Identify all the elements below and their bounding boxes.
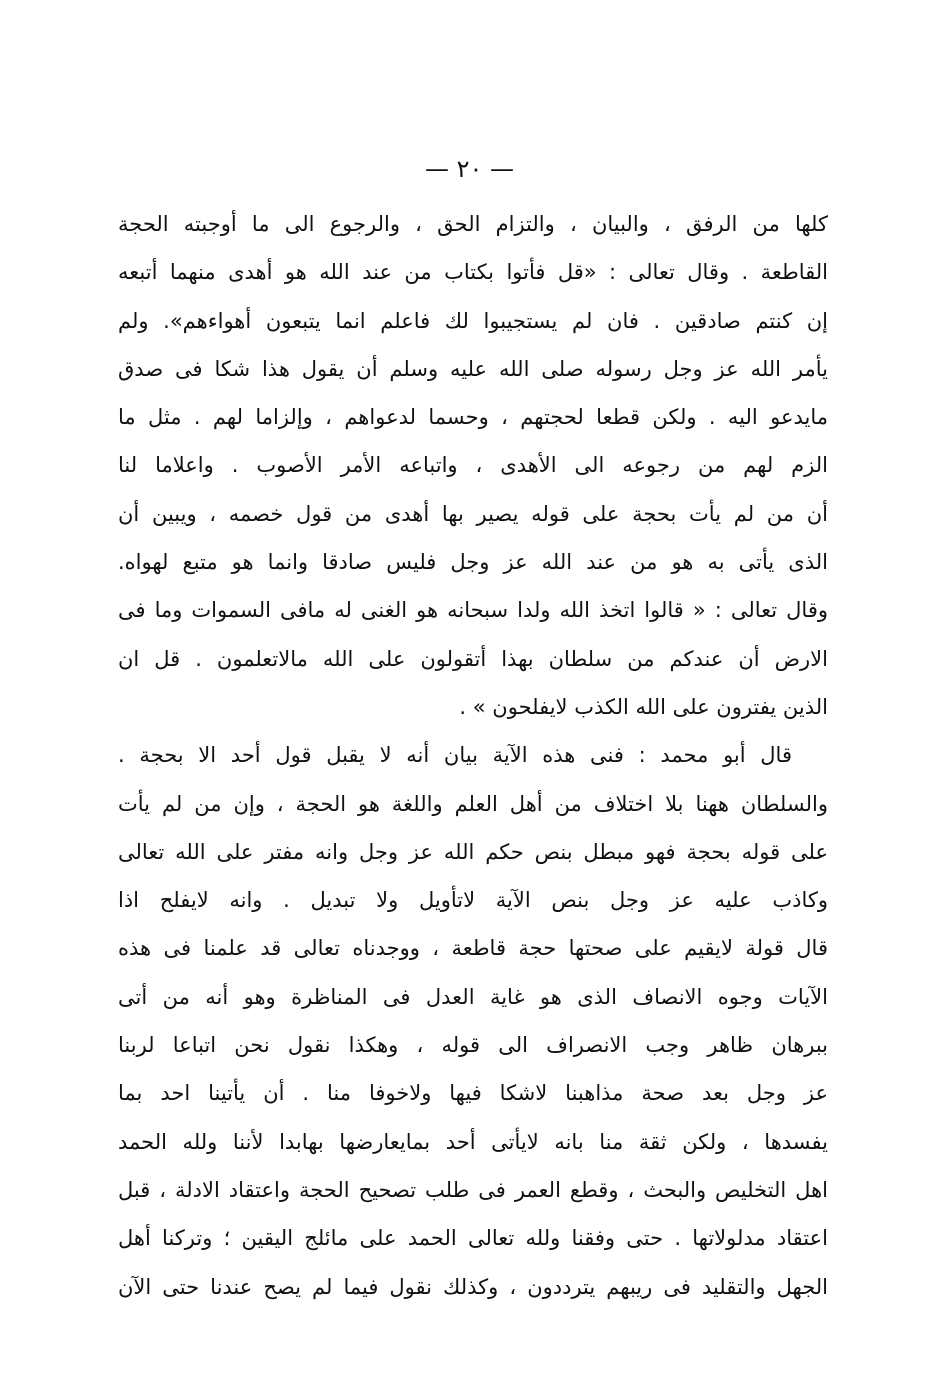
text-line: عز وجل بعد صحة مذاهبنا لاشكا فيها ولاخوفا منا . أن يأتينا احد بما [118,1081,828,1106]
body-text [118,200,828,1311]
text-line: القاطعة . وقال تعالى : «قل فأتوا بكتاب من عند الله هو أهدى منهما أتبعه [118,260,828,285]
text-line: ببرهان ظاهر وجب الانصراف الى قوله ، وهكذا نقول نحن اتباعا لربنا [118,1033,828,1058]
text-line: أن من لم يأت بحجة على قوله يصير بها أهدى من قول خصمه ، ويبين أن [118,501,828,526]
text-line: الجهل والتقليد فى ريبهم يترددون ، وكذلك نقول فيما لم يصح عندنا حتى الآن [118,1274,828,1299]
text-line: وكاذب عليه عز وجل بنص الآية لاتأويل ولا تبديل . وانه لايفلح اذا [118,888,828,913]
text-line: اهل التخليص والبحث ، وقطع العمر فى طلب تصحيح الحجة واعتقاد الادلة ، قبل [118,1177,828,1202]
text-line: يفسدها ، ولكن ثقة منا بانه لايأتى أحد بمايعارضها بهابدا لأننا ولله الحمد [118,1129,828,1154]
text-line: الارض أن عندكم من سلطان بهذا أتقولون على الله مالاتعلمون . قل ان [118,646,828,671]
text-line: الزم لهم من رجوعه الى الأهدى ، واتباعه الأمر الأصوب . واعلاما لنا [118,453,828,478]
text-line: وقال تعالى : « قالوا اتخذ الله ولدا سبحانه هو الغنى له مافى السموات وما فى [118,598,828,623]
text-line: مايدعو اليه . ولكن قطعا لحجتهم ، وحسما لدعواهم ، وإلزاما لهم . مثل ما [118,405,828,430]
text-line: على قوله بحجة فهو مبطل بنص حكم الله عز وجل وانه مفتر على الله تعالى [118,839,828,864]
text-line: الآيات وجوه الانصاف الذى هو غاية العدل فى المناظرة وهو أنه من أتى [118,984,828,1009]
page-number: — ٢٠ — [424,155,515,183]
text-line: إن كنتم صادقين . فان لم يستجيبوا لك فاعلم انما يتبعون أهواءهم». ولم [118,308,828,333]
text-line: والسلطان ههنا بلا اختلاف من أهل العلم واللغة هو الحجة ، وإن من لم يأت [118,791,828,816]
paragraph-start-line: قال أبو محمد : فنى هذه الآية بيان أنه لا يقبل قول أحد الا بحجة . [118,743,792,768]
text-line: كلها من الرفق ، والبيان ، والتزام الحق ، والرجوع الى ما أوجبته الحجة [118,212,828,236]
text-line: اعتقاد مدلولاتها . حتى وفقنا ولله تعالى الحمد على مائلج اليقين ؛ وتركنا أهل [118,1226,828,1251]
text-line: قال قولة لايقيم على صحتها حجة قاطعة ، ووجدناه تعالى قد علمنا فى هذه [118,936,828,961]
text-line: يأمر الله عز وجل رسوله صلى الله عليه وسلم أن يقول هذا شكا فى صدق [118,356,828,381]
text-line: الذى يأتى به هو من عند الله عز وجل فليس صادقا وانما هو متبع لهواه. [118,550,828,575]
text-line: الذين يفترون على الله الكذب لايفلحون » . [459,694,828,719]
